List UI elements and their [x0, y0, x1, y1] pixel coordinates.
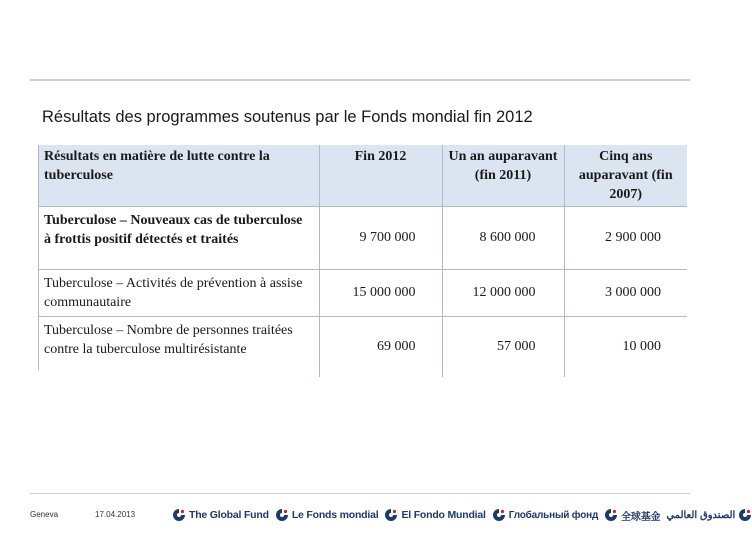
global-fund-mark-icon [384, 508, 398, 522]
logo-name: الصندوق العالمي [666, 509, 736, 521]
logo-name: 全球基金 [621, 511, 661, 523]
results-table [38, 145, 687, 377]
global-fund-mark-icon [492, 508, 506, 522]
value-fin-2007: 3 000 000 [564, 269, 687, 316]
slide-title: Résultats des programmes soutenus par le Fonds mondial fin 2012 [42, 108, 533, 126]
row-label: Tuberculose – Nouveaux cas de tuberculose à frottis positif détectés et traités [38, 206, 319, 269]
row-label: Tuberculose – Activités de prévention à assise communautaire [38, 269, 319, 316]
logo-ar [666, 508, 752, 522]
global-fund-mark-icon [172, 508, 186, 522]
table-row [38, 269, 687, 316]
top-divider [30, 79, 690, 81]
global-fund-logo-strip [172, 500, 736, 530]
logo-name: Le Fonds mondial [291, 509, 379, 521]
table-header-row [38, 145, 687, 206]
global-fund-mark-icon [604, 508, 618, 522]
header-fin-2012: Fin 2012 [319, 145, 442, 206]
value-fin-2012: 9 700 000 [319, 206, 442, 269]
logo-name: El Fondo Mundial [401, 509, 486, 521]
value-fin-2012: 69 000 [319, 316, 442, 377]
table-row [38, 316, 687, 377]
results-table-container [38, 145, 687, 370]
logo-name: Глобальный фонд [508, 509, 599, 521]
footer-date: 17.04.2013 [95, 510, 136, 519]
logo-fr [275, 508, 379, 522]
value-fin-2011: 12 000 000 [442, 269, 564, 316]
header-fin-2011: Un an auparavant (fin 2011) [442, 145, 564, 206]
footer-divider [30, 493, 690, 494]
table-left-edge [38, 145, 39, 370]
global-fund-mark-icon [738, 508, 752, 522]
header-results: Résultats en matière de lutte contre la tuberculose [38, 145, 319, 206]
global-fund-mark-icon [275, 508, 289, 522]
logo-ru [492, 508, 598, 522]
row-label: Tuberculose – Nombre de personnes traitées contre la tuberculose multirésistante [38, 316, 319, 377]
header-fin-2007: Cinq ans auparavant (fin 2007) [564, 145, 687, 206]
value-fin-2007: 10 000 [564, 316, 687, 377]
value-fin-2012: 15 000 000 [319, 269, 442, 316]
logo-es [384, 508, 485, 522]
logo-name: The Global Fund [189, 509, 269, 521]
logo-en [172, 508, 269, 522]
value-fin-2011: 57 000 [442, 316, 564, 377]
value-fin-2007: 2 900 000 [564, 206, 687, 269]
logo-zh [604, 508, 660, 523]
value-fin-2011: 8 600 000 [442, 206, 564, 269]
footer-location: Geneva [30, 510, 59, 519]
table-row [38, 206, 687, 269]
